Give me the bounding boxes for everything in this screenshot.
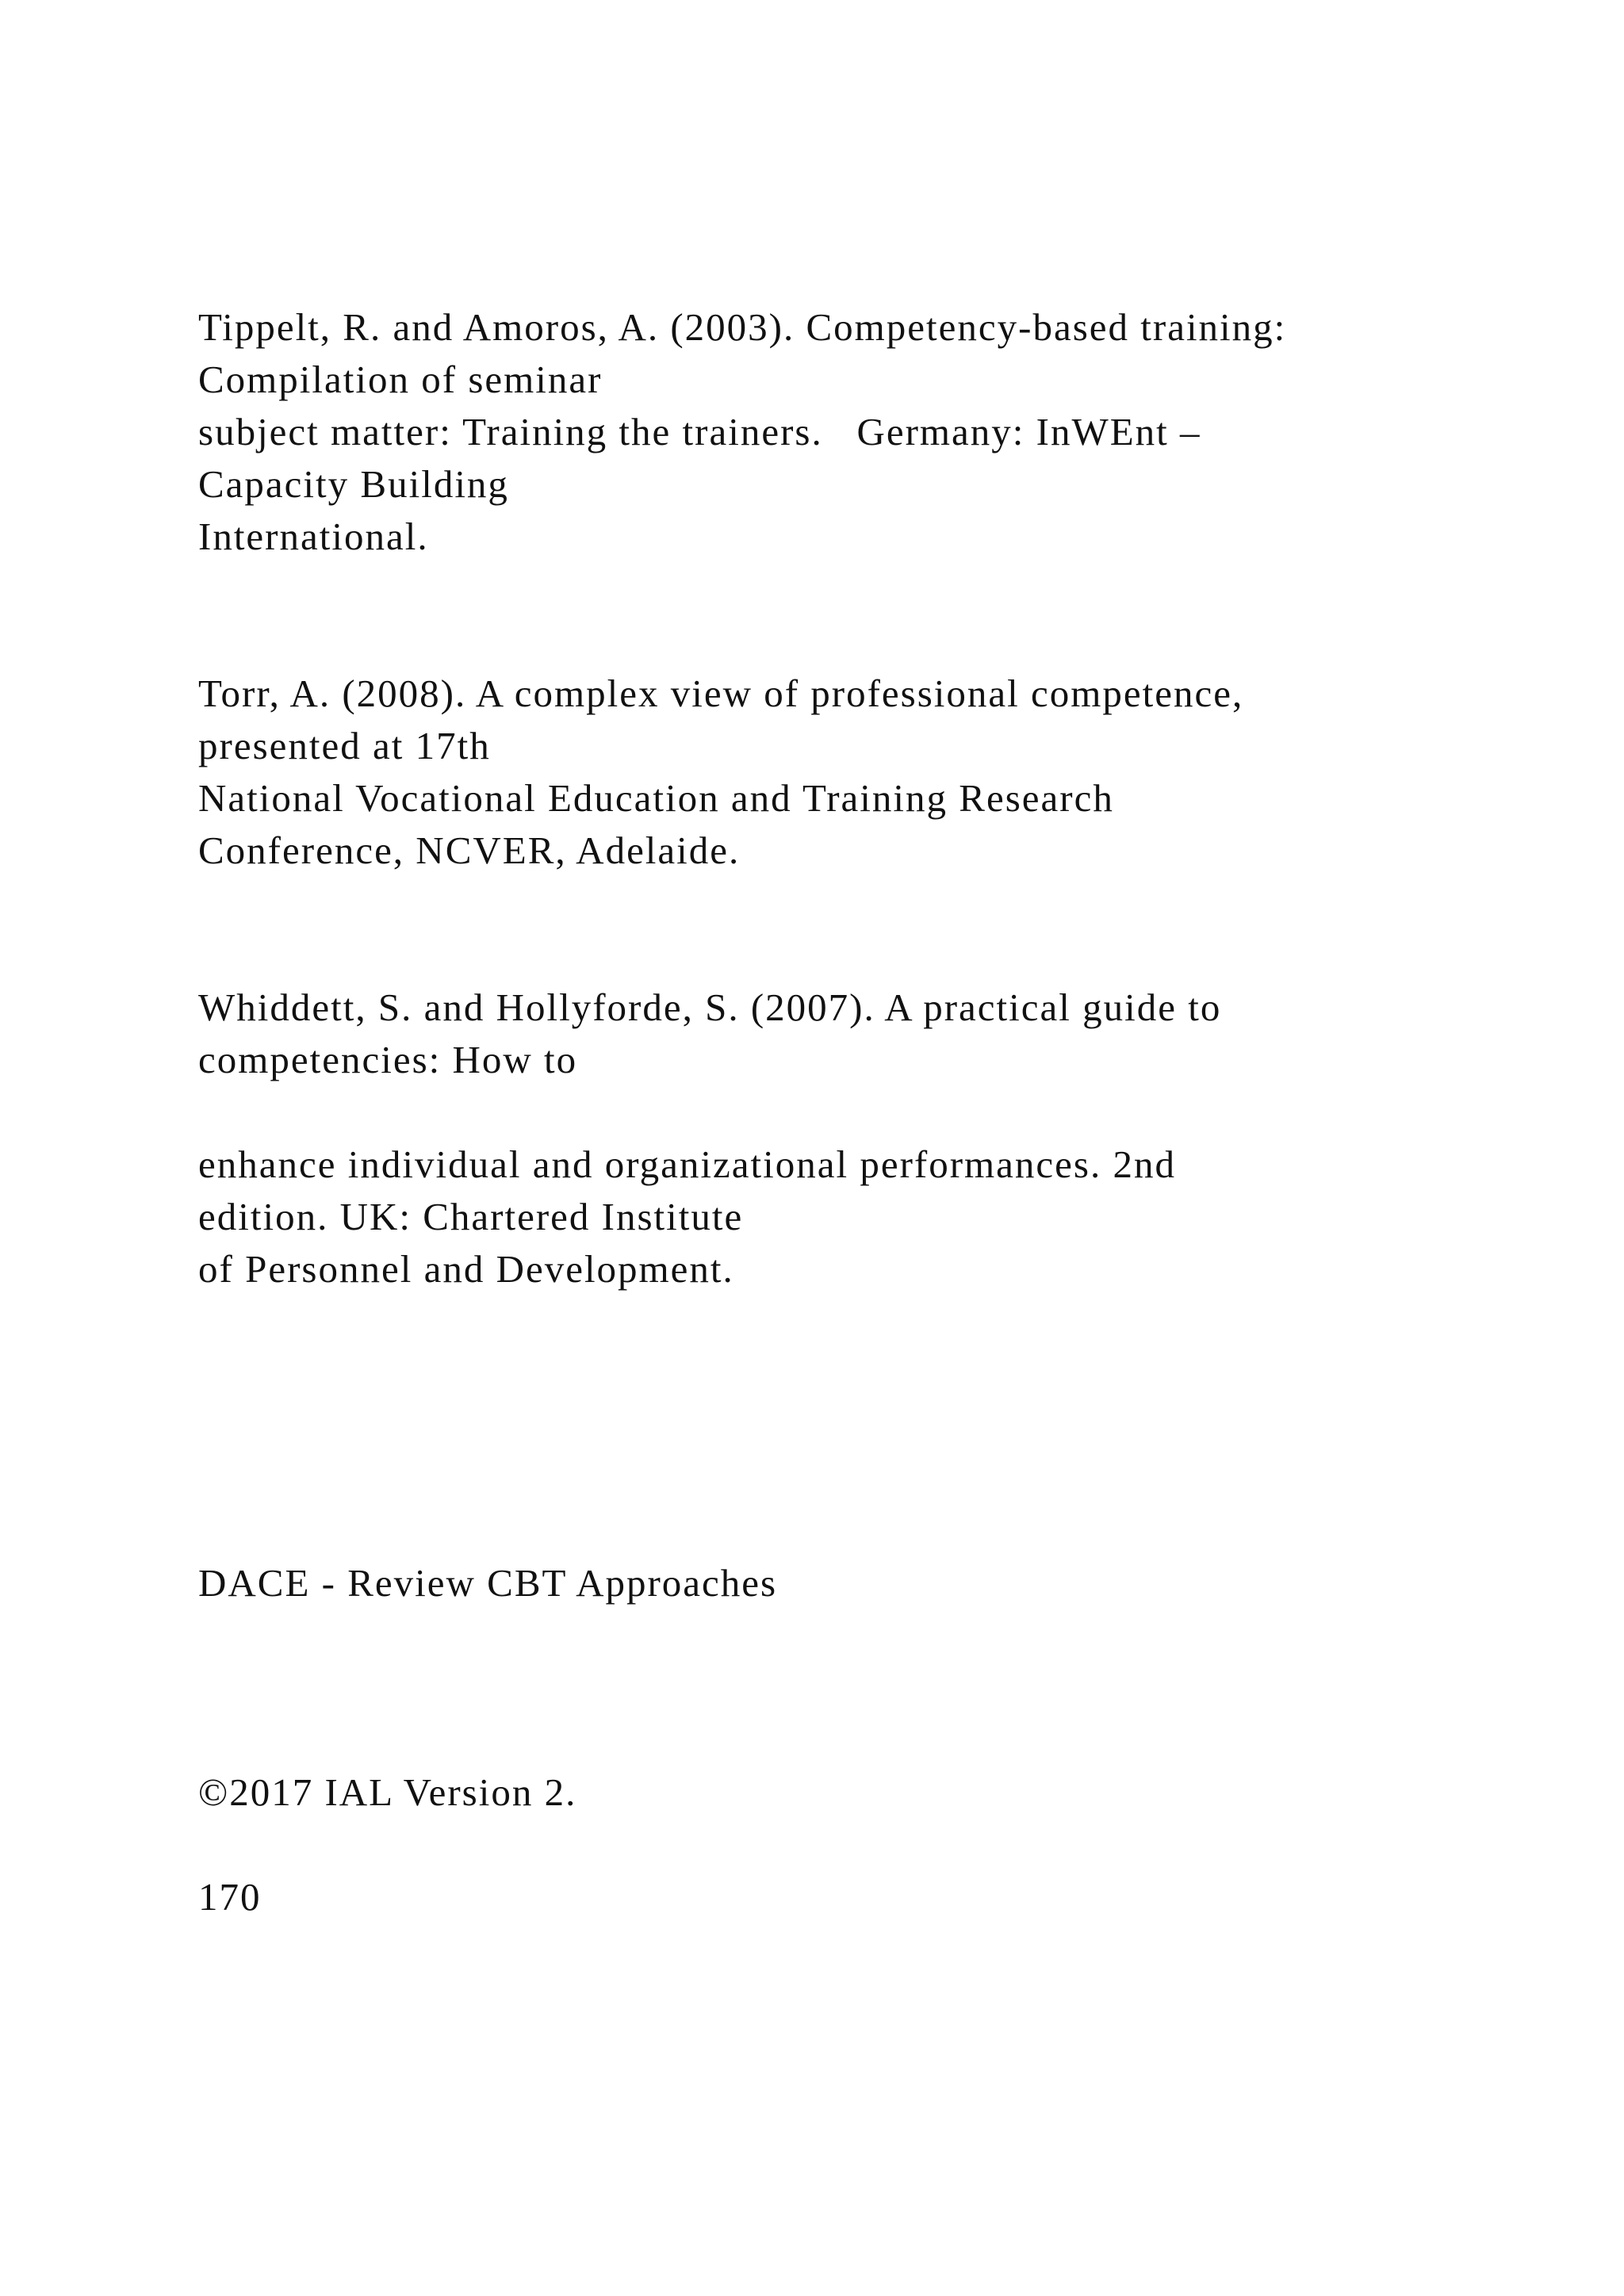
reference-line: competencies: How to: [198, 1038, 578, 1081]
reference-line: edition. UK: Chartered Institute: [198, 1195, 744, 1238]
reference-line: National Vocational Education and Training Research: [198, 776, 1114, 820]
reference-line: Capacity Building: [198, 462, 509, 506]
reference-line: enhance individual and organizational performances. 2nd: [198, 1142, 1176, 1186]
reference-line: subject matter: Training the trainers. Germany: InWEnt –: [198, 410, 1201, 453]
reference-line: presented at 17th: [198, 724, 491, 767]
copyright-notice: ©2017 IAL Version 2.: [198, 1770, 577, 1814]
page-number: 170: [198, 1875, 262, 1919]
reference-line: Whiddett, S. and Hollyforde, S. (2007). A practical guide to: [198, 985, 1222, 1029]
reference-line: Torr, A. (2008). A complex view of professional competence,: [198, 672, 1244, 715]
reference-line: International.: [198, 515, 429, 558]
reference-line: Tippelt, R. and Amoros, A. (2003). Competency-based training:: [198, 305, 1287, 349]
course-title: DACE - Review CBT Approaches: [198, 1561, 778, 1605]
reference-line: Conference, NCVER, Adelaide.: [198, 828, 741, 872]
reference-line: Compilation of seminar: [198, 358, 603, 401]
reference-line: of Personnel and Development.: [198, 1247, 734, 1291]
